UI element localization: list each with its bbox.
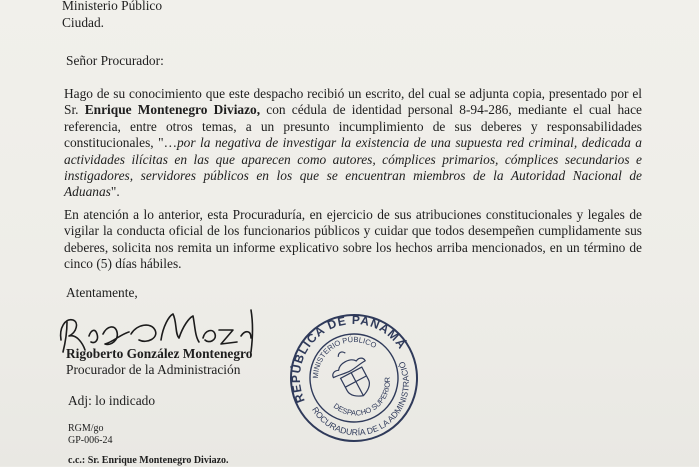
svg-text:REPÚBLICA DE PANAMÁ xyxy=(288,312,411,406)
signer-name: Rigoberto González Montenegro xyxy=(66,346,253,361)
reference-code: GP-006-24 xyxy=(68,435,113,446)
paragraph-1-quote: por la negativa de investigar la existencia de una supuesta red criminal, dedicada a actividades ilícitas en las que aparecen como autores, cómplices primarios, cómplices secundarios e instigadores, servidores públicos en los que se encuentran miembros de la Autoridad Nacional de Aduanas xyxy=(64,135,642,200)
attachment-note: Adj: lo indicado xyxy=(68,393,156,408)
seal-outer-text: REPÚBLICA DE PANAMÁ xyxy=(288,312,410,405)
complainant-name: Enrique Montenegro Diviazo, xyxy=(84,102,261,118)
paragraph-1-end: ". xyxy=(110,184,120,200)
paragraph-1-intro: Hago de su conocimiento que este despacho recibió un escrito, del cual se adjunta copia, presentado por el Sr. xyxy=(64,86,642,118)
carbon-copy: c.c.: Sr. Enrique Montenegro Diviazo. xyxy=(68,455,229,466)
seal-outer-bottom-text: PROCURADURÍA DE LA ADMINISTRACIÓN xyxy=(310,360,411,438)
salutation: Señor Procurador: xyxy=(66,53,164,68)
paragraph-1 xyxy=(64,86,642,201)
official-seal xyxy=(288,312,420,444)
seal-inner-bottom-text: DESPACHO SUPERIOR xyxy=(331,376,392,418)
closing: Atentamente, xyxy=(66,285,138,300)
recipient-line-1: Ministerio Público xyxy=(62,0,163,13)
signer-title: Procurador de la Administración xyxy=(66,362,241,377)
paragraph-2: En atención a lo anterior, esta Procuraduría, en ejercicio de sus atribuciones constitucionales y legales de vigilar la conducta oficial de los funcionarios públicos y cuidar que todos desempeñen cumplidamente sus deberes, solicita nos remita un informe explicativo sobre los hechos arriba mencionados, en un término de cinco (5) días hábiles. xyxy=(64,207,642,272)
recipient-line-2: Ciudad. xyxy=(62,15,105,30)
paragraph-1-body: con cédula de identidad personal 8-94-286, mediante el cual hace referencia, entre otros temas, a un presunto incumplimiento de sus deberes y responsabilidades constitucionales, "… xyxy=(64,102,642,151)
reference-initials: RGM/go xyxy=(68,423,104,434)
coat-of-arms-icon xyxy=(324,344,379,404)
seal-inner-top-text: MINISTERIO PÚBLICO xyxy=(310,334,379,379)
